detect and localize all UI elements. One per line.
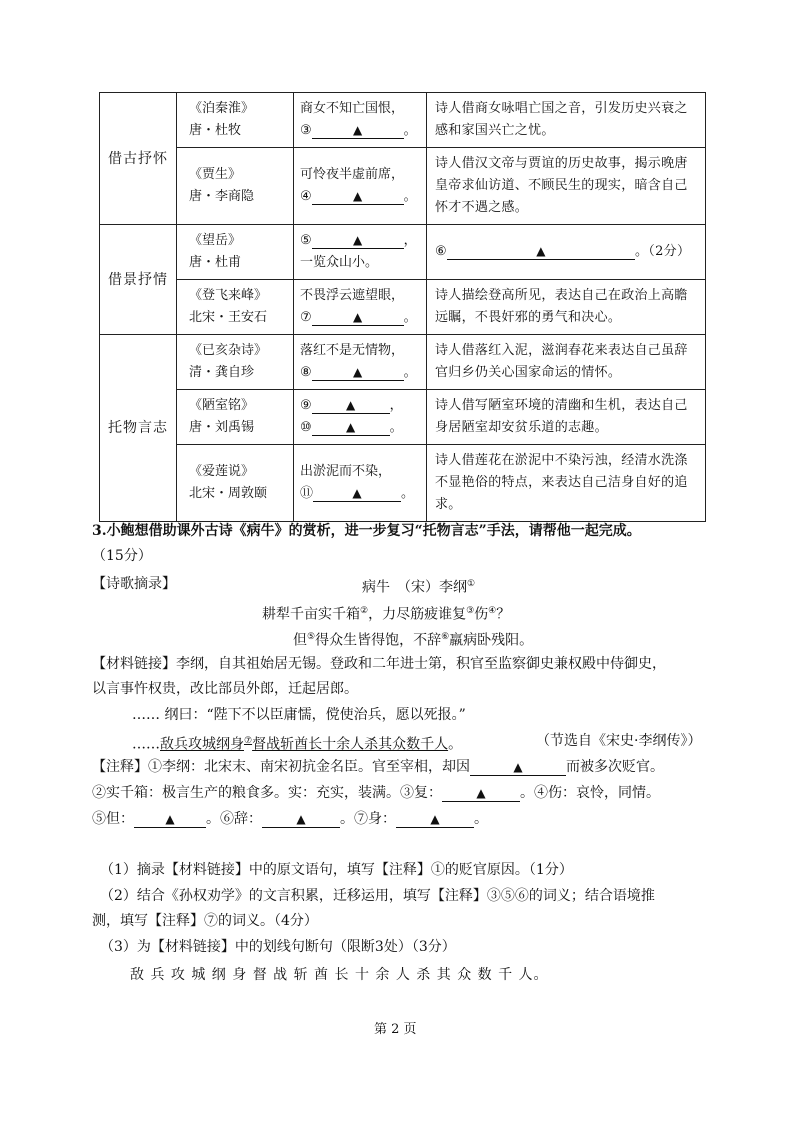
table-row [100, 445, 706, 522]
description-cell: 诗人借商女咏唱亡国之音，引发历史兴衰之感和家国兴亡之忧。 [427, 93, 706, 148]
description-cell: 诗人描绘登高所见，表达自己在政治上高瞻远瞩，不畏奸邪的勇气和决心。 [427, 280, 706, 335]
answer-blank[interactable]: ▲ [470, 759, 566, 776]
category-cell: 借古抒怀 [100, 93, 177, 225]
poem-cell [177, 225, 294, 280]
answer-blank[interactable]: ▲ [134, 811, 206, 828]
poem-line: 但⑤得众生皆得饱，不辞⑥羸病卧残阳。 [293, 632, 534, 649]
poem-cell [177, 335, 294, 390]
note-line: ⑤但： ▲ 。⑥辞： ▲ 。⑦身： ▲ 。 [92, 811, 488, 827]
description-cell: 诗人借莲花在淤泥中不染污浊，经清水洗涤不显艳俗的特点，来表达自己洁身自好的追求。 [427, 445, 706, 522]
poem-title: 病牛 （宋）李纲① [362, 579, 476, 596]
answer-blank[interactable]: ▲ [312, 232, 404, 249]
verse-cell: ⑨ ▲ ， ⑩ ▲ 。 [294, 390, 427, 445]
verse-cell: 不畏浮云遮望眼， ⑦ ▲ 。 [294, 280, 427, 335]
question-score: （15分） [92, 548, 152, 564]
poem-title: 《登飞来峰》 [189, 288, 268, 303]
material-quote: …… 纲曰：“陛下不以臣庸懦，傥使治兵，愿以死报。” [132, 707, 466, 723]
poem-cell [177, 148, 294, 225]
poem-author: 北宋・王安石 [189, 310, 268, 325]
poem-title: 《贾生》 [189, 167, 242, 182]
poem-cell [177, 390, 294, 445]
poem-line: 耕犁千亩实千箱②，力尽筋疲谁复③伤④？ [262, 606, 511, 623]
poetry-table [99, 92, 706, 522]
description-cell: 诗人借落红入泥，滋润春花来表达自己虽辞官归乡仍关心国家命运的情怀。 [427, 335, 706, 390]
answer-blank[interactable]: ▲ [312, 419, 390, 436]
table-row [100, 225, 706, 280]
material-text: 以言事忤权贵，改比部员外郎，迁起居郎。 [92, 681, 358, 697]
question-heading: 3.小鲍想借助课外古诗《病牛》的赏析，进一步复习“托物言志”手法，请帮他一起完成。 [92, 523, 641, 539]
category-cell: 托物言志 [100, 335, 177, 522]
answer-blank[interactable]: ▲ [447, 243, 635, 260]
material-underlined-sentence: ……敌兵攻城纲身⑦督战斩酋长十余人杀其众数千人。 [132, 736, 463, 753]
verse-cell: 可怜夜半虚前席， ④ ▲ 。 [294, 148, 427, 225]
verse-cell: 商女不知亡国恨， ③ ▲ 。 [294, 93, 427, 148]
table-row [100, 280, 706, 335]
answer-blank[interactable]: ▲ [313, 485, 401, 502]
answer-blank[interactable]: ▲ [396, 811, 474, 828]
sub-question-3: （3）为【材料链接】中的划线句断句（限断3处）（3分） [100, 939, 456, 955]
verse-cell: 出淤泥而不染， ⑪ ▲ 。 [294, 445, 427, 522]
poem-author: 唐・李商隐 [189, 189, 255, 204]
sub-question-3-sentence: 敌 兵 攻 城 纲 身 督 战 斩 酋 长 十 余 人 杀 其 众 数 千 人。 [130, 967, 549, 983]
poem-title: 《陋室铭》 [189, 398, 255, 413]
poem-author: 北宋・周敦颐 [189, 486, 268, 501]
description-cell: 诗人借汉文帝与贾谊的历史故事，揭示晚唐皇帝求仙访道、不顾民生的现实，暗含自己怀才不遇之感。 [427, 148, 706, 225]
category-cell: 借景抒情 [100, 225, 177, 335]
poem-author: 唐・杜甫 [189, 255, 242, 270]
page-number: 第 2 页 [374, 1022, 417, 1037]
verse-cell: ⑤ ▲ ， 一览众山小。 [294, 225, 427, 280]
poem-title: 《泊秦淮》 [189, 101, 255, 116]
table-row [100, 148, 706, 225]
sub-question-2: （2）结合《孙权劝学》的文言积累，迁移运用，填写【注释】③⑤⑥的词义；结合语境推 [100, 888, 655, 904]
poem-author: 清・龚自珍 [189, 365, 255, 380]
poem-title: 《望岳》 [189, 233, 242, 248]
answer-blank[interactable]: ▲ [442, 785, 520, 802]
answer-blank[interactable]: ▲ [262, 811, 340, 828]
poem-cell [177, 93, 294, 148]
sub-question-1: （1）摘录【材料链接】中的原文语句，填写【注释】①的贬官原因。（1分） [100, 862, 573, 878]
table-row [100, 390, 706, 445]
answer-blank[interactable]: ▲ [312, 309, 404, 326]
answer-blank[interactable]: ▲ [312, 122, 404, 139]
answer-blank[interactable]: ▲ [312, 397, 390, 414]
material-source: （节选自《宋史·李纲传》） [536, 733, 702, 749]
poem-cell [177, 445, 294, 522]
description-cell: ⑥ ▲ 。（2分） [427, 225, 706, 280]
sub-question-2-cont: 测，填写【注释】⑦的词义。（4分） [92, 913, 318, 929]
answer-blank[interactable]: ▲ [312, 188, 404, 205]
note-line: ②实千箱：极言生产的粮食多。实：充实，装满。③复： ▲ 。④伤：哀怜，同情。 [92, 785, 660, 801]
description-cell: 诗人借写陋室环境的清幽和生机，表达自己身居陋室却安贫乐道的志趣。 [427, 390, 706, 445]
poem-author: 唐・杜牧 [189, 123, 242, 138]
table-row [100, 93, 706, 148]
poem-author: 唐・刘禹锡 [189, 420, 255, 435]
verse-cell: 落红不是无情物， ⑧ ▲ 。 [294, 335, 427, 390]
answer-blank[interactable]: ▲ [312, 364, 404, 381]
poem-cell [177, 280, 294, 335]
note-line: 【注释】①李纲：北宋末、南宋初抗金名臣。官至宰相，却因 ▲ 而被多次贬官。 [92, 759, 664, 775]
poem-title: 《爱莲说》 [189, 464, 255, 479]
poem-label: 【诗歌摘录】 [92, 576, 176, 592]
poem-title: 《已亥杂诗》 [189, 343, 268, 358]
material-text: 【材料链接】李纲，自其祖始居无锡。登政和二年进士第，积官至监察御史兼权殿中侍御史， [92, 656, 666, 672]
table-row [100, 335, 706, 390]
